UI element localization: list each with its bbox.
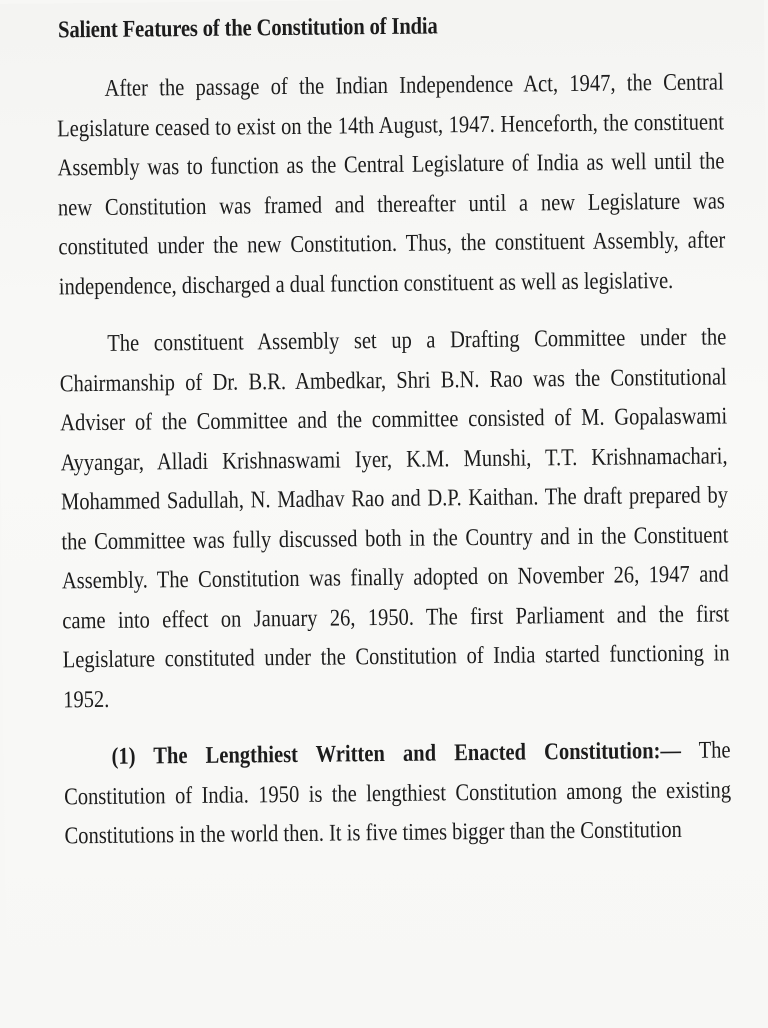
paragraph-drafting-committee: The constituent Assembly set up a Drafting Committee under the Chairmanship of Dr. B.R. Ambedkar, Shri B.N. Rao was the Constitutional Adviser of the Committee and the committee consisted of M. Gopalaswami Ayyangar, Alladi Krishnaswami Iyer, K.M. Munshi, T.T. Krishnamachari, Mohammed Sadullah, N. Madhav Rao and D.P. Kaithan. The draft prepared by the Committee was fully discussed both in the Country and in the Constituent Assembly. The Constitution was finally adopted on November 26, 1947 and came into effect on January 26, 1950. The first Parliament and the first Legislature constituted under the Constitution of India started functioning in 1952. xyxy=(59,324,730,713)
paragraph-lengthiest-constitution xyxy=(64,731,732,856)
document-body xyxy=(56,10,735,874)
paragraph-lengthiest-text: The Constitution of India. 1950 is the lengthiest Constitution among the existing Constitutions in the world then. It is five times bigger than the Constitution xyxy=(64,737,732,850)
section-heading-lengthiest: (1) The Lengthiest Written and Enacted Constitution:— xyxy=(111,737,682,770)
page-title: Salient Features of the Constitution of India xyxy=(57,13,438,44)
paragraph-independence-act: After the passage of the Indian Independence Act, 1947, the Central Legislature ceased to exist on the 14th August, 1947. Henceforth, the constituent Assembly was to function as the Central Legislature of India as well until the new Constitution was framed and thereafter until a new Legislature was constituted under the new Constitution. Thus, the constituent Assembly, after independence, discharged a dual function constituent as well as legislative. xyxy=(57,69,726,300)
